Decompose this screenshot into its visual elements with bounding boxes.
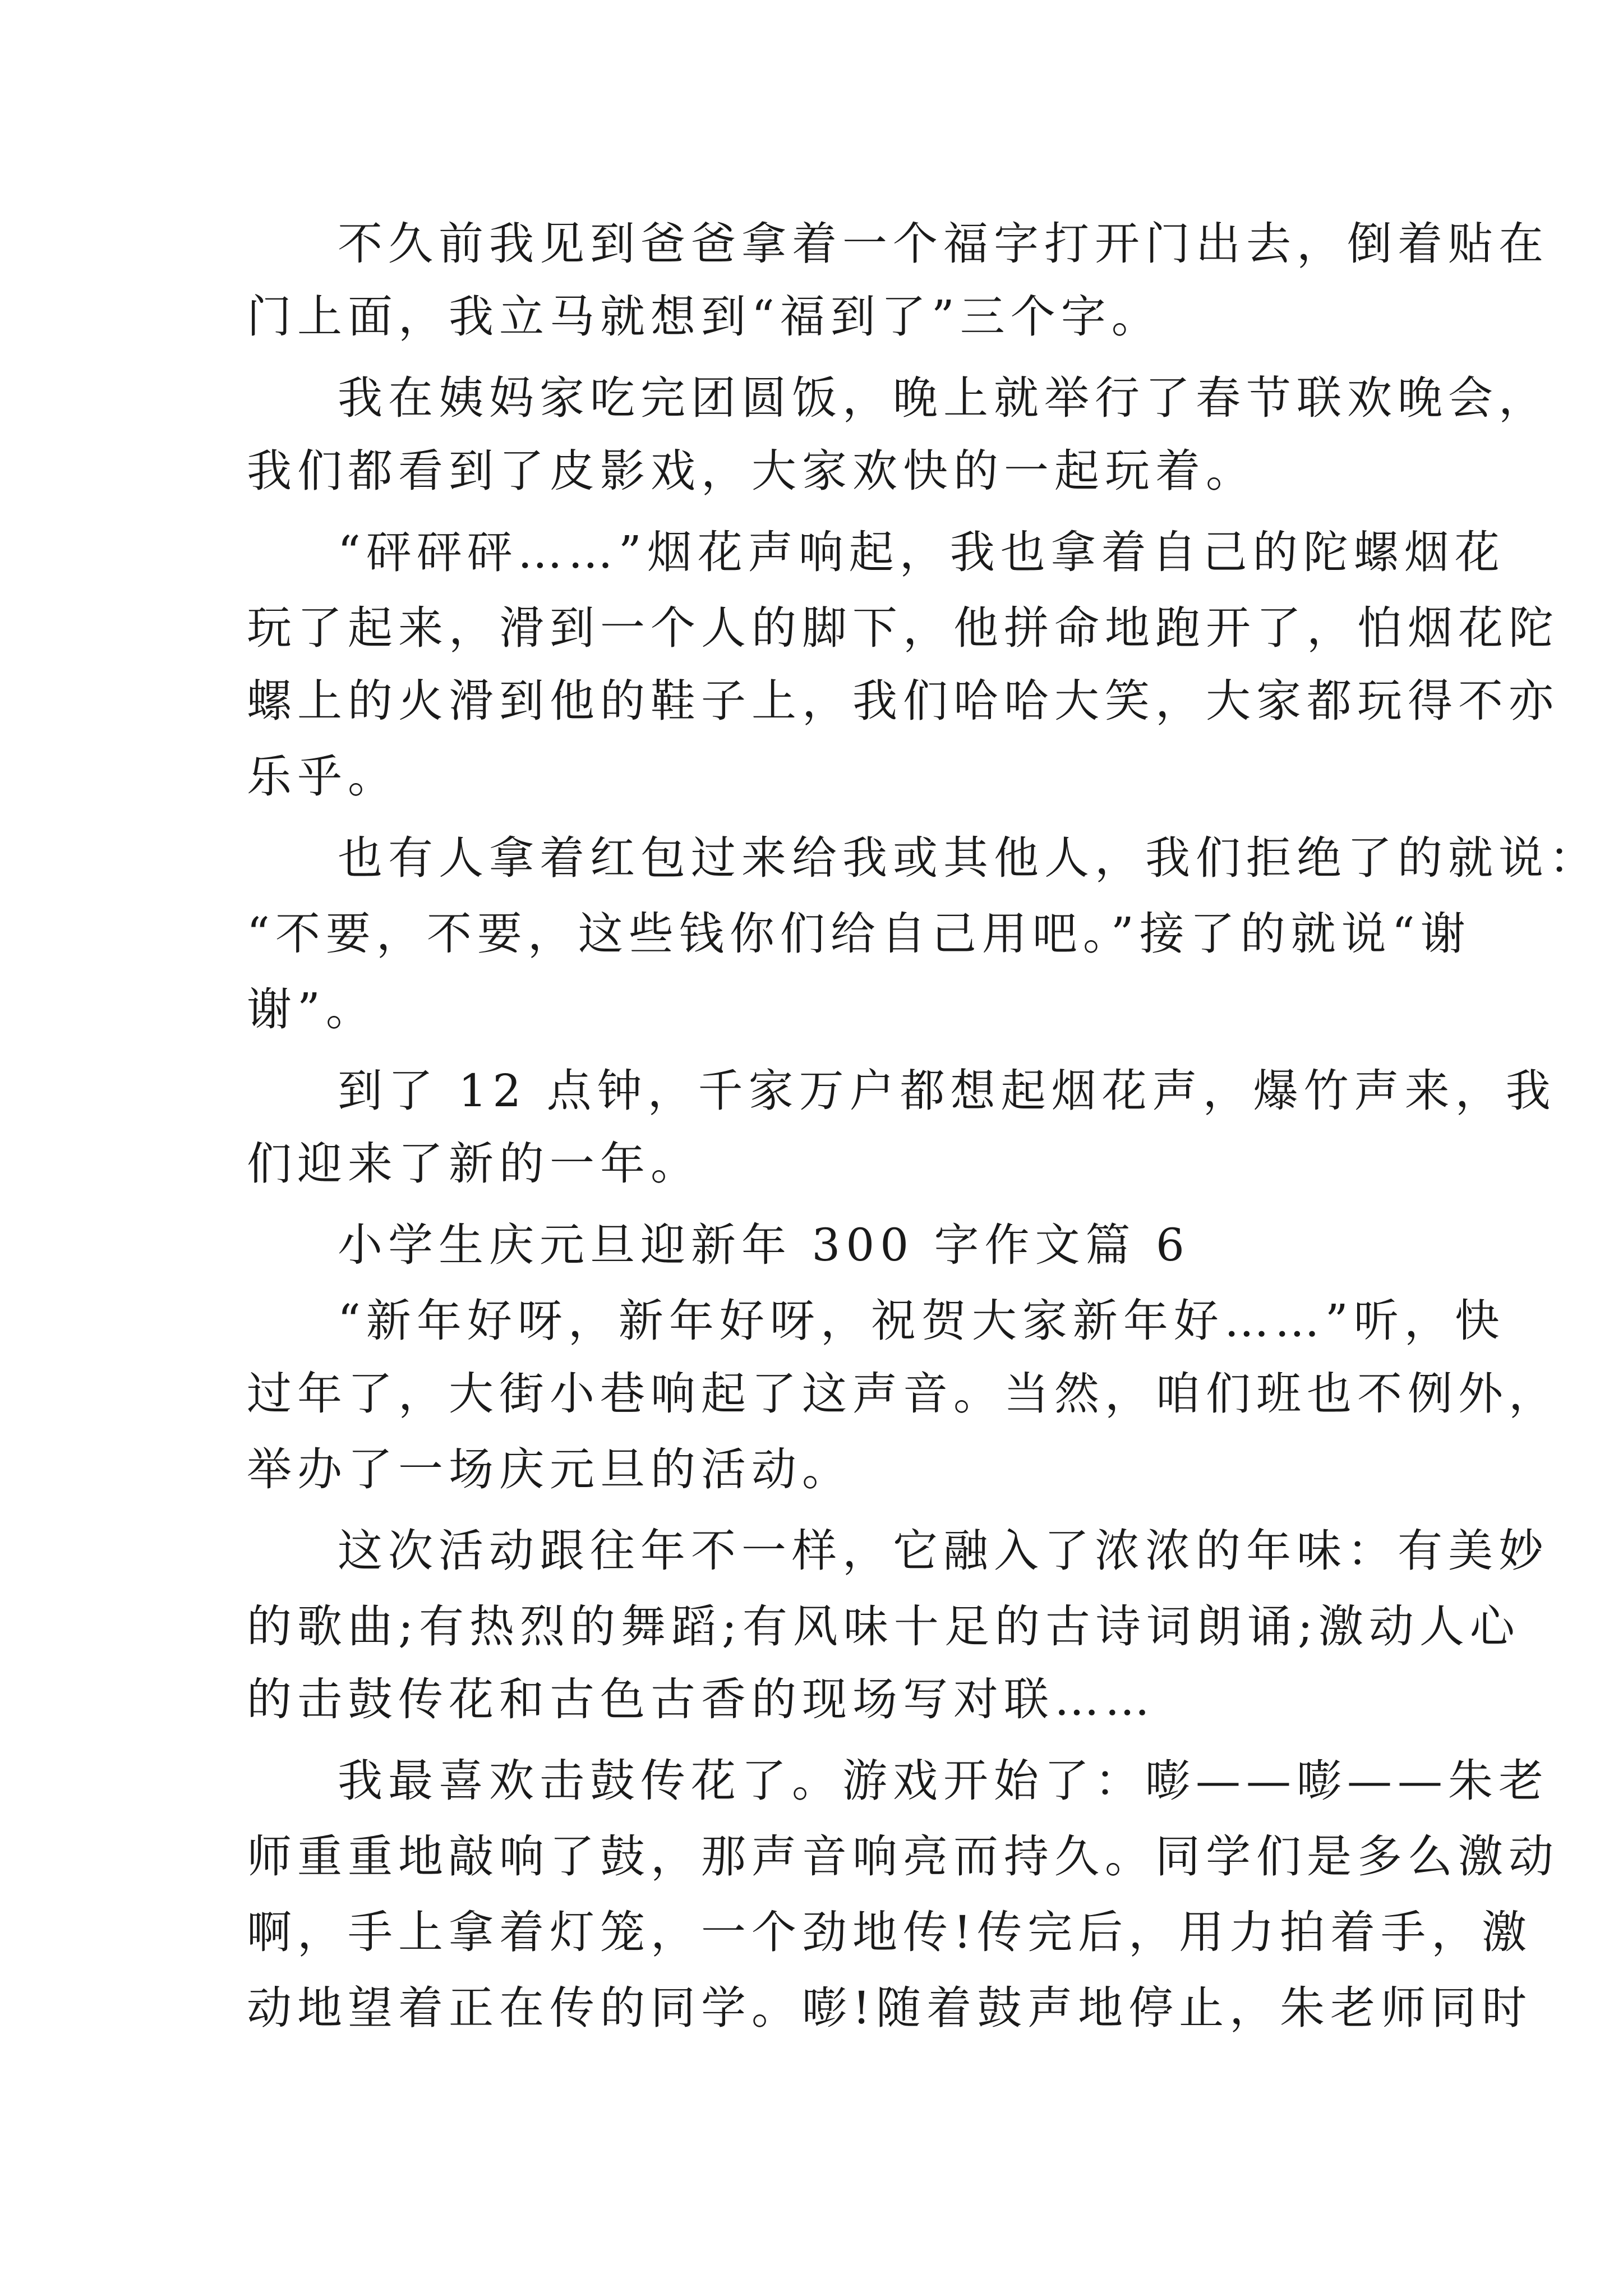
text-line: “新年好呀，新年好呀，祝贺大家新年好……”听，快: [338, 1295, 1505, 1347]
section-heading: 小学生庆元旦迎新年 300 字作文篇 6: [338, 1219, 1190, 1271]
text-line: 的击鼓传花和古色古香的现场写对联……: [247, 1673, 1155, 1726]
text-line: 啊，手上拿着灯笼，一个劲地传!传完后，用力拍着手，激: [247, 1906, 1533, 1958]
text-line: 我们都看到了皮影戏，大家欢快的一起玩着。: [247, 445, 1256, 497]
text-line: 动地望着正在传的同学。嘭!随着鼓声地停止，朱老师同时: [247, 1982, 1533, 2034]
text-line: 谢”。: [247, 983, 376, 1036]
text-line: 也有人拿着红包过来给我或其他人，我们拒绝了的就说：: [338, 832, 1599, 884]
text-line: 到了 12 点钟，千家万户都想起烟花声，爆竹声来，我: [338, 1065, 1556, 1117]
text-line: 的歌曲;有热烈的舞蹈;有风味十足的古诗词朗诵;激动人心: [247, 1600, 1520, 1653]
text-line: 过年了，大街小巷响起了这声音。当然，咱们班也不例外，: [247, 1368, 1559, 1420]
text-line: “不要，不要，这些钱你们给自己用吧。”接了的就说“谢: [247, 908, 1471, 960]
text-line: 螺上的火滑到他的鞋子上，我们哈哈大笑，大家都玩得不亦: [247, 675, 1559, 727]
text-line: 我最喜欢击鼓传花了。游戏开始了：嘭——嘭——朱老: [338, 1755, 1549, 1807]
text-line: 我在姨妈家吃完团圆饭，晚上就举行了春节联欢晚会，: [338, 372, 1549, 424]
text-line: 不久前我见到爸爸拿着一个福字打开门出去，倒着贴在: [338, 218, 1549, 270]
text-line: 这次活动跟往年不一样，它融入了浓浓的年味：有美妙: [338, 1525, 1549, 1577]
text-line: 师重重地敲响了鼓，那声音响亮而持久。同学们是多么激动: [247, 1830, 1559, 1883]
text-line: 举办了一场庆元旦的活动。: [247, 1443, 852, 1496]
text-line: 乐乎。: [247, 751, 398, 803]
text-line: 门上面，我立马就想到“福到了”三个字。: [247, 291, 1162, 343]
text-line: 们迎来了新的一年。: [247, 1138, 701, 1190]
text-line: 玩了起来，滑到一个人的脚下，他拼命地跑开了，怕烟花陀: [247, 602, 1559, 654]
text-line: “砰砰砰……”烟花声响起，我也拿着自己的陀螺烟花: [338, 526, 1505, 578]
